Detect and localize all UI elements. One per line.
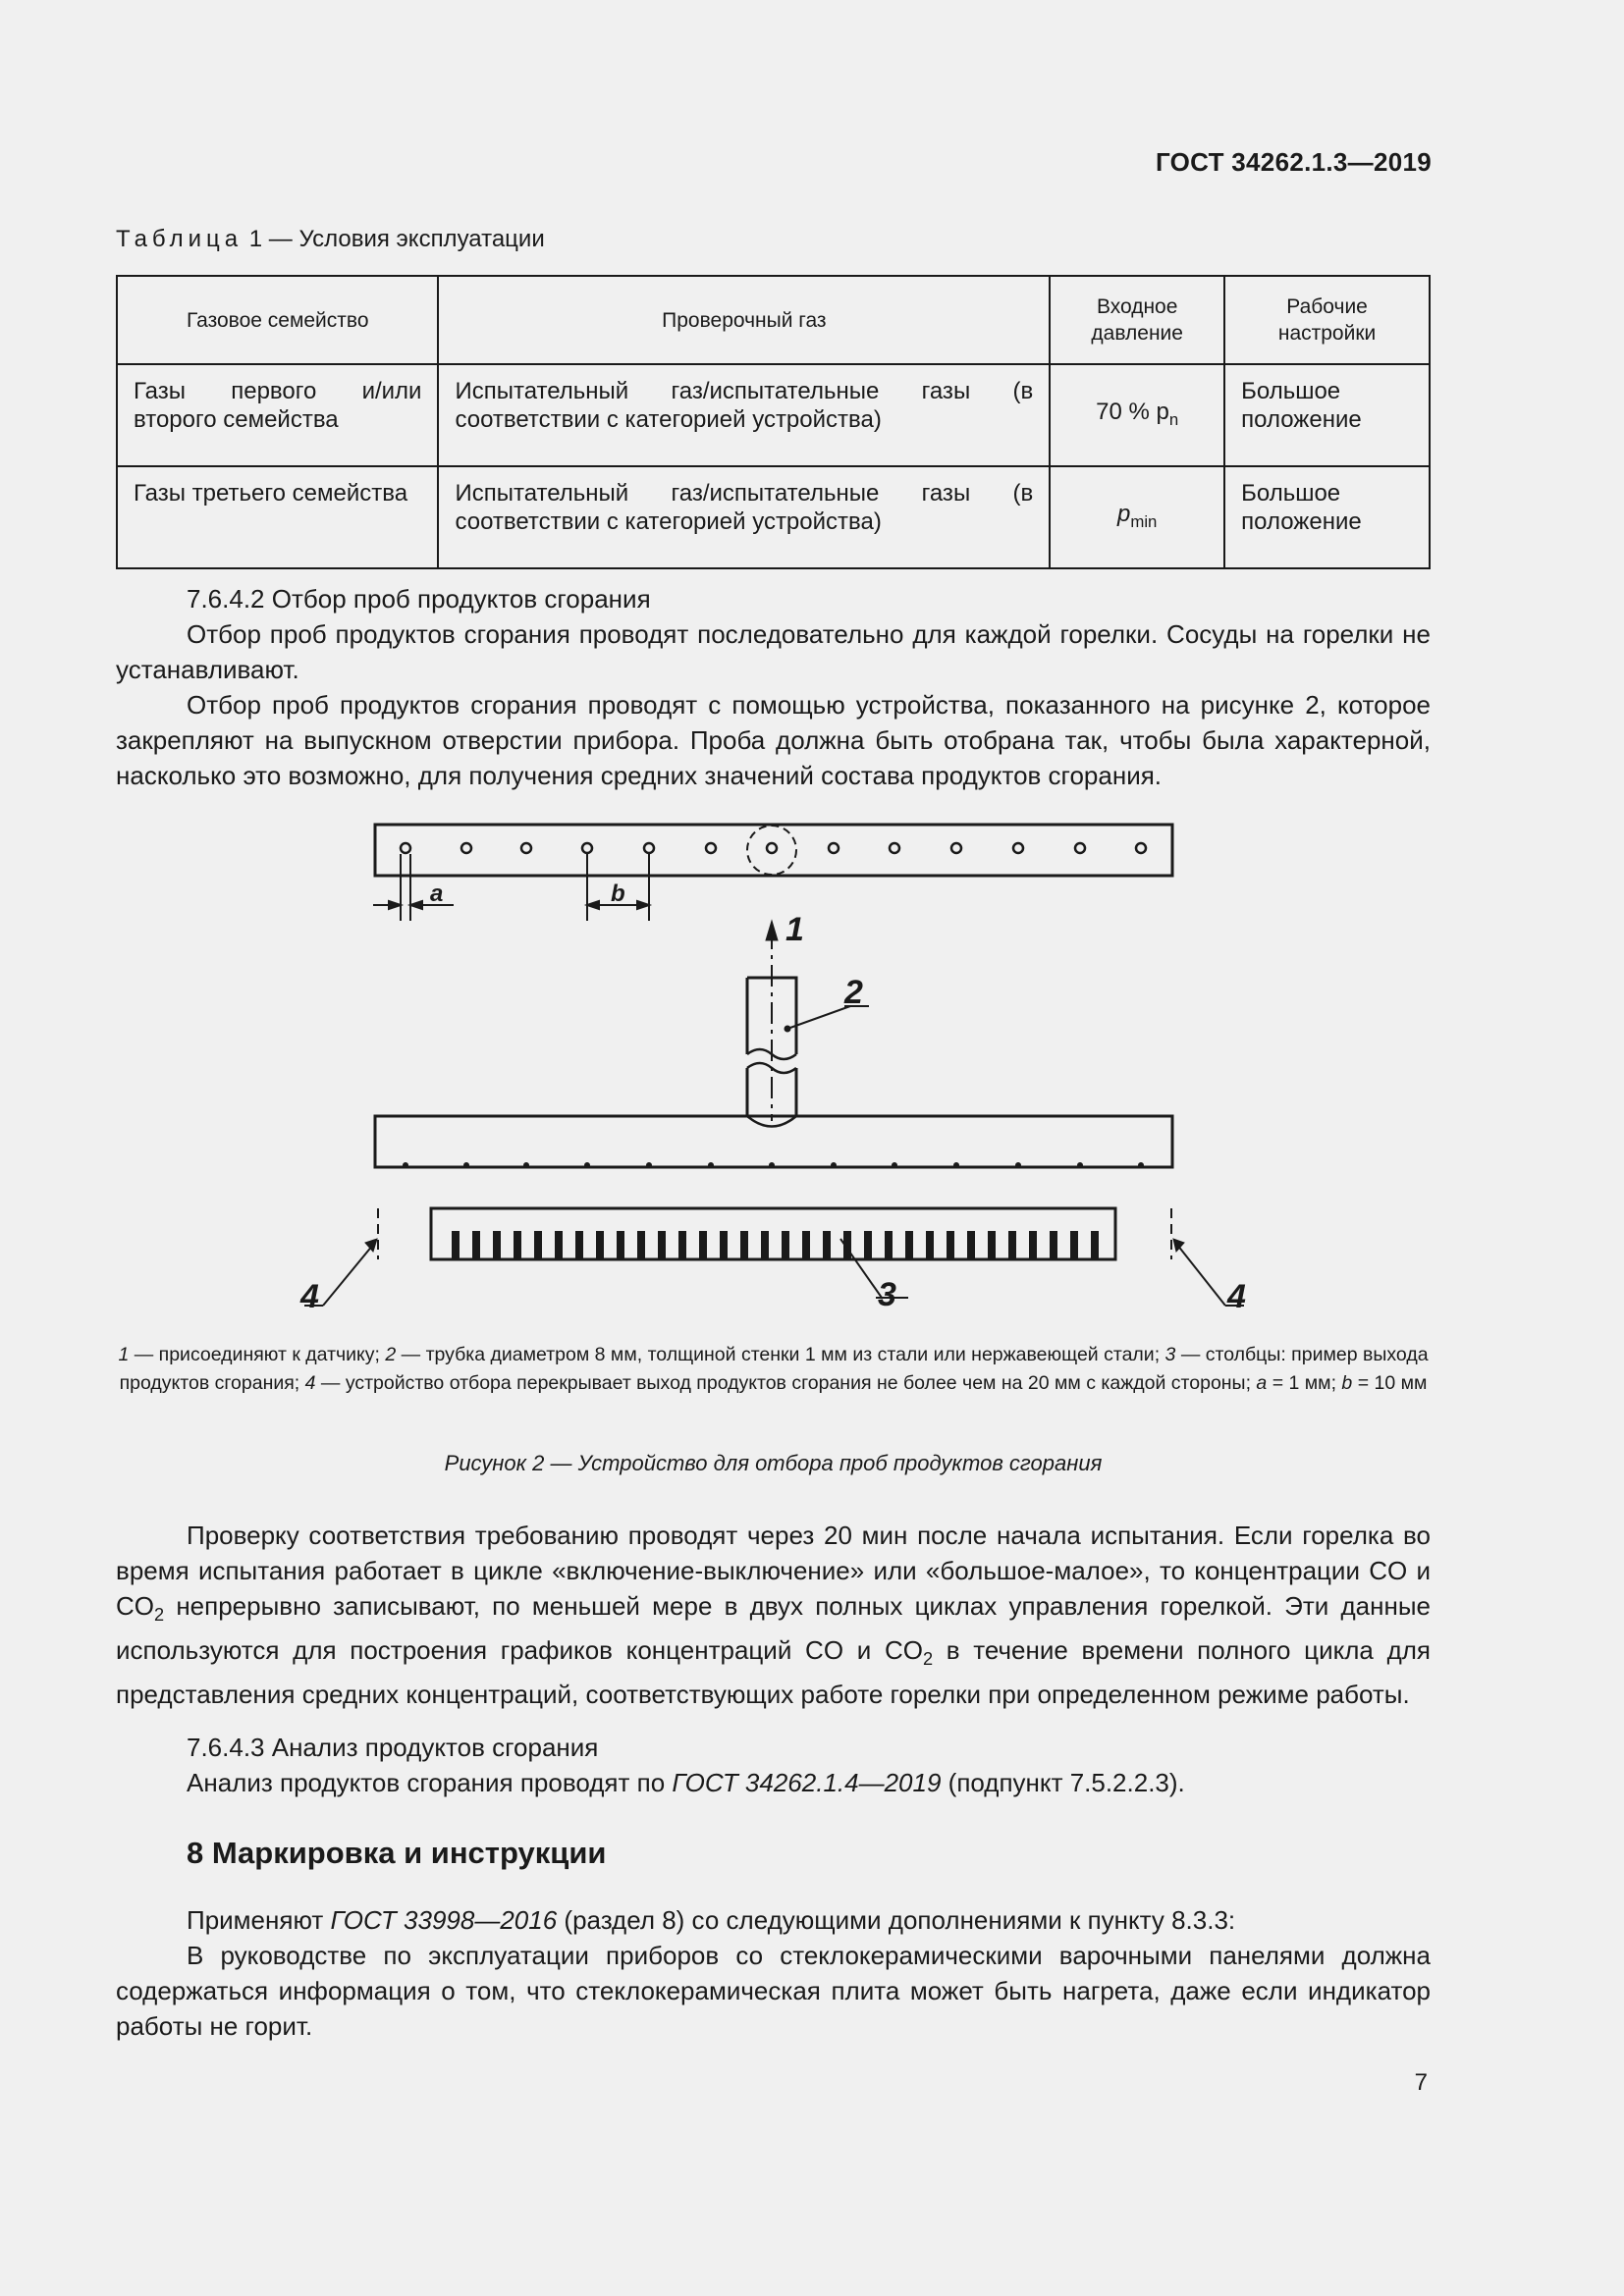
legend-key: 1: [118, 1344, 130, 1365]
legend-key: 3: [1164, 1344, 1176, 1365]
label-4-right: 4: [1227, 1278, 1246, 1315]
text-run: непрерывно записывают, по меньшей мере в двух полных циклах управления горелкой. Эти данные используются для построения графиков концентраций CO и CO: [116, 1591, 1431, 1666]
legend-key: 4: [304, 1372, 316, 1394]
standard-reference: ГОСТ 33998—2016: [330, 1905, 558, 1935]
leader-4-right: [1177, 1245, 1225, 1306]
text-run: (раздел 8) со следующими дополнениями к пункту 8.3.3:: [557, 1905, 1236, 1935]
leader-3: [840, 1239, 882, 1298]
legend-text: — трубка диаметром 8 мм, толщиной стенки 1 мм из стали или нержавеющей стали;: [396, 1344, 1165, 1365]
section-8-paragraph: В руководстве по эксплуатации приборов со стеклокерамическими варочными панелями должна содержаться информация о том, что стеклокерамическая плита может быть нагрета, даже если индикатор работы не горит.: [116, 1941, 1431, 2041]
sampler-top-view: [375, 825, 1172, 876]
leader-4-left: [323, 1245, 373, 1306]
subscript: 2: [154, 1605, 165, 1626]
cell-gas: Испытательный газ/испытательные газы (в соответствии с категорией устройства): [438, 364, 1050, 466]
legend-text: — присоединяют к датчику;: [129, 1344, 386, 1365]
header-gas-family: Газовое семейство: [117, 276, 438, 364]
legend-key: 2: [385, 1344, 397, 1365]
label-2: 2: [844, 974, 863, 1011]
combustion-product-columns: [452, 1231, 1099, 1259]
pressure-subscript: min: [1130, 511, 1158, 531]
text-run: в течение времени полного цикла для представления средних концентраций, соответствующих работе горелки при определенном режиме работы.: [116, 1635, 1431, 1710]
legend-text: = 10 мм: [1352, 1372, 1428, 1394]
document-code: ГОСТ 34262.1.3—2019: [1155, 147, 1432, 177]
pressure-value: p: [1116, 500, 1131, 527]
paragraph: Отбор проб продуктов сгорания проводят последовательно для каждой горелки. Сосуды на горелки не устанавливают.: [116, 619, 1431, 684]
section-heading-7-6-4-3: 7.6.4.3 Анализ продуктов сгорания: [187, 1733, 599, 1762]
legend-text: — устройство отбора перекрывает выход продуктов сгорания не более чем на 20 мм с каждой стороны;: [315, 1372, 1257, 1394]
pressure-value: 70 % p: [1096, 398, 1169, 425]
cell-family: Газы третьего семейства: [117, 466, 438, 568]
table-caption-label: Таблица: [116, 226, 244, 252]
legend-text: = 1 мм;: [1267, 1372, 1342, 1394]
text-run: Применяют: [187, 1905, 331, 1935]
arrow-up-icon: [766, 921, 778, 940]
analysis-paragraph: [116, 1765, 1431, 1800]
section-title-8: 8 Маркировка и инструкции: [187, 1836, 607, 1870]
cell-setting: Большое положение: [1224, 364, 1430, 466]
label-1: 1: [785, 911, 804, 948]
pressure-subscript: n: [1168, 409, 1179, 429]
legend-key: a: [1256, 1372, 1268, 1394]
cell-setting: Большое положение: [1224, 466, 1430, 568]
figure-caption: Рисунок 2 — Устройство для отбора проб продуктов сгорания: [444, 1451, 1103, 1475]
section-8-paragraph: [116, 1902, 1431, 1938]
tube-connection-circle: [747, 826, 796, 875]
header-inlet-pressure: Входное давление: [1050, 276, 1224, 364]
standard-reference: ГОСТ 34262.1.4—2019: [672, 1768, 942, 1797]
label-a: a: [430, 881, 444, 907]
table-caption-text: 1 — Условия эксплуатации: [248, 226, 545, 252]
sampling-holes: [401, 843, 1146, 853]
label-b: b: [611, 881, 625, 907]
cell-gas: Испытательный газ/испытательные газы (в соответствии с категорией устройства): [438, 466, 1050, 568]
text-run: (подпункт 7.5.2.2.3).: [941, 1768, 1185, 1797]
subscript: 2: [922, 1649, 934, 1670]
paragraph: Отбор проб продуктов сгорания проводят с помощью устройства, показанного на рисунке 2, которое закрепляют на выпускном отверстии прибора. Проба должна быть отобрана так, чтобы была характерной, насколько это возможно, для получения средних значений состава продуктов сгорания.: [116, 690, 1431, 790]
legend-key: b: [1341, 1372, 1353, 1394]
label-4-left: 4: [300, 1278, 319, 1315]
label-3: 3: [878, 1276, 896, 1313]
cell-family: Газы первого и/или второго семейства: [117, 364, 438, 466]
verification-paragraph: [116, 1518, 1431, 1712]
legend-text: — столбцы: пример выхода продуктов сгорания;: [119, 1344, 1429, 1394]
page-number: 7: [1414, 2069, 1428, 2096]
section-heading-7-6-4-2: 7.6.4.2 Отбор проб продуктов сгорания: [187, 584, 651, 614]
figure-legend: [116, 1341, 1431, 1398]
header-test-gas: Проверочный газ: [438, 276, 1050, 364]
text-run: Проверку соответствия требованию проводят через 20 мин после начала испытания. Если горелка во время испытания работает в цикле «включение-выключение» или «большое-малое», то концентрации CO и CO: [116, 1521, 1431, 1621]
sampler-side-view: [375, 1116, 1172, 1167]
text-run: Анализ продуктов сгорания проводят по: [187, 1768, 673, 1797]
header-settings: Рабочие настройки: [1224, 276, 1430, 364]
